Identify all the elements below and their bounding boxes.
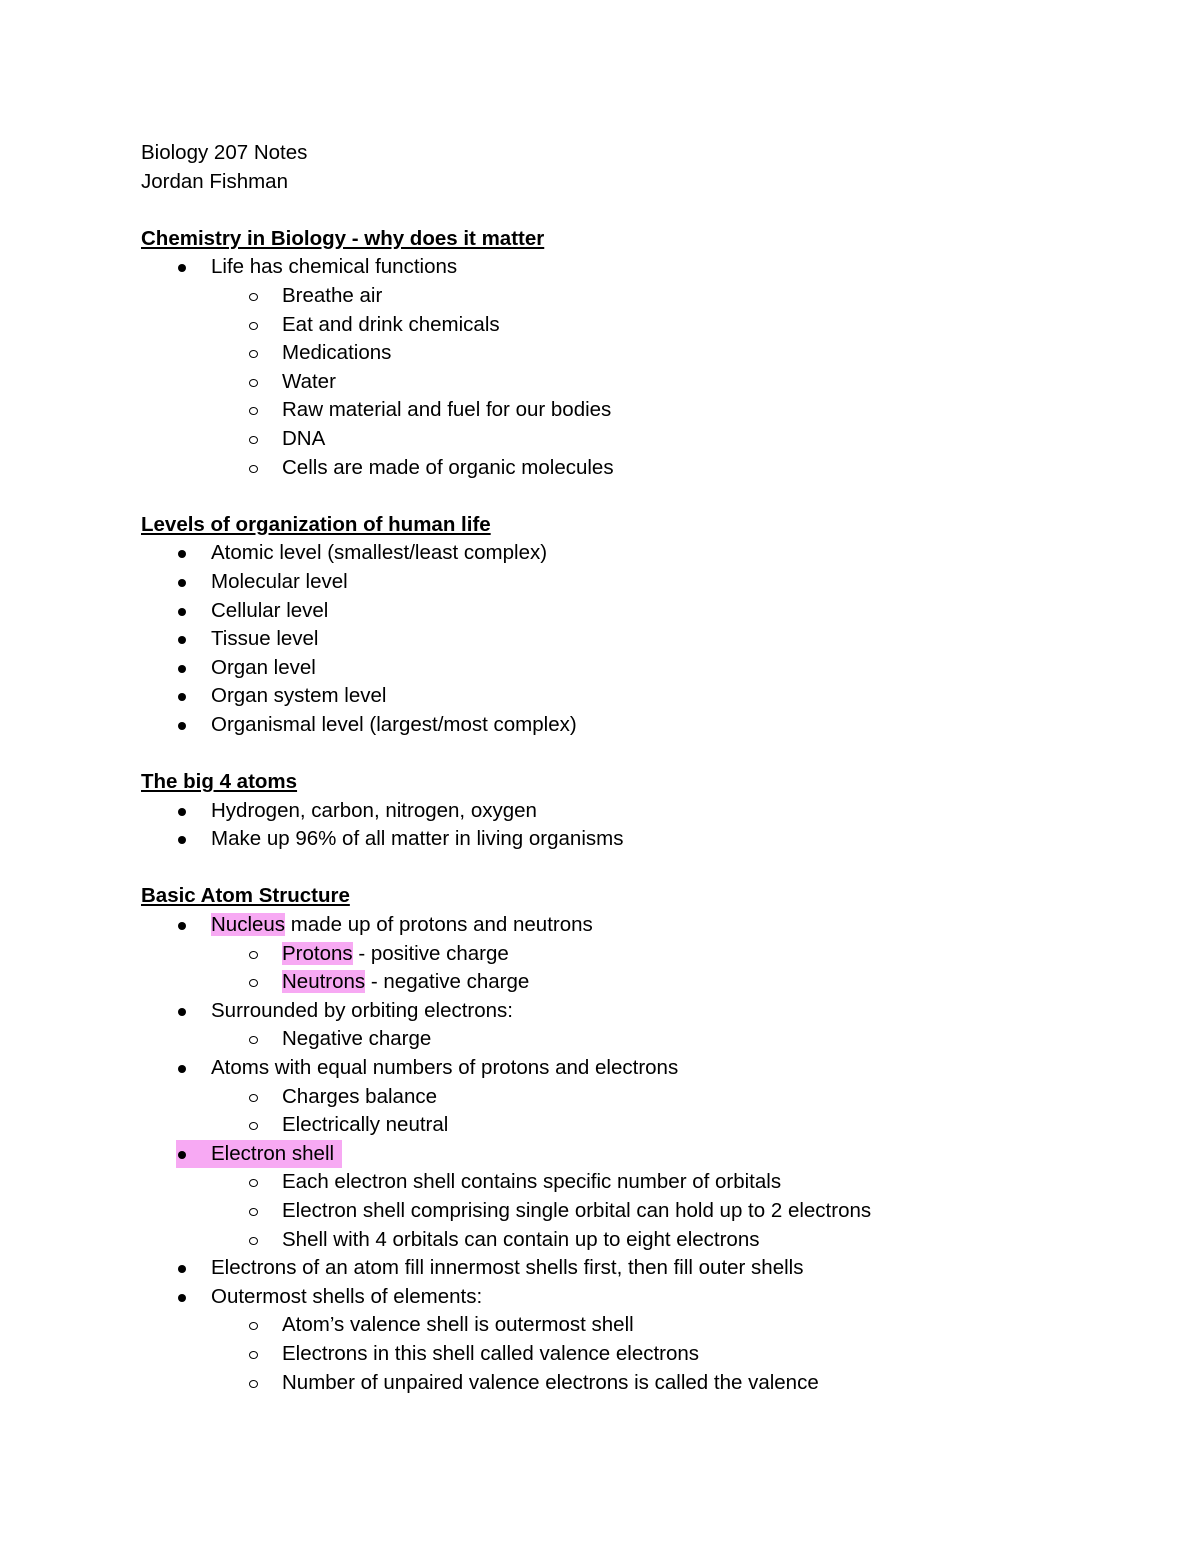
sub-list-item-text: Cells are made of organic molecules: [282, 455, 614, 479]
heading-text: Levels of organization of human life: [141, 512, 491, 536]
spacer: [141, 739, 1121, 768]
bullet-disc-icon: [178, 550, 186, 558]
list-item: [141, 597, 1121, 626]
highlighted-term: Nucleus: [211, 913, 286, 937]
bullet-disc-icon: [178, 1265, 186, 1273]
bullet-circle-icon: [249, 436, 258, 444]
sub-list-item-text: Negative charge: [282, 1027, 432, 1051]
list-item-text: Make up 96% of all matter in living organisms: [211, 827, 624, 851]
bullet-disc-icon: [178, 808, 186, 816]
list-item-text: Electrons of an atom fill innermost shells first, then fill outer shells: [211, 1256, 804, 1280]
bullet-circle-icon: [249, 293, 258, 301]
list-item-text: Surrounded by orbiting electrons:: [211, 998, 513, 1022]
sub-list-item-text: Raw material and fuel for our bodies: [282, 398, 612, 422]
sub-list-item-text: Electrically neutral: [282, 1113, 449, 1137]
bullet-disc-icon: [178, 922, 186, 930]
sub-list-item-text: Each electron shell contains specific number of orbitals: [282, 1170, 782, 1194]
heading-text: The big 4 atoms: [141, 770, 298, 794]
bullet-disc-icon: [178, 665, 186, 673]
bullet-circle-icon: [249, 951, 258, 959]
section-heading-levels: [141, 511, 1121, 540]
list-item: [141, 625, 1121, 654]
sub-list-item: [141, 940, 1121, 969]
sub-list-item: [141, 1083, 1121, 1112]
highlighted-term: Electron shell: [211, 1141, 335, 1165]
document-content: [141, 139, 1121, 1397]
sub-list-item: [141, 425, 1121, 454]
list-item-text: made up of protons and neutrons: [285, 913, 593, 937]
sub-list-item: [141, 454, 1121, 483]
bullet-circle-icon: [249, 1322, 258, 1330]
list-item: [141, 654, 1121, 683]
list-item-text: Organ level: [211, 655, 316, 679]
bullet-circle-icon: [249, 1094, 258, 1102]
bullet-disc-icon: [178, 722, 186, 730]
bullet-disc-icon: [178, 693, 186, 701]
sub-list-item: [141, 1168, 1121, 1197]
sub-list-item: [141, 1197, 1121, 1226]
sub-list-item: [141, 1311, 1121, 1340]
spacer: [141, 196, 1121, 225]
sub-list-item-text: Eat and drink chemicals: [282, 312, 500, 336]
sub-list-item: [141, 1340, 1121, 1369]
sub-list-item: [141, 282, 1121, 311]
list-item-text: Outermost shells of elements:: [211, 1284, 483, 1308]
sub-list-item-text: Water: [282, 369, 336, 393]
list-item: [141, 1054, 1121, 1083]
sub-list-item-text: Charges balance: [282, 1084, 437, 1108]
bullet-disc-icon: [178, 1151, 186, 1159]
list-item: [141, 682, 1121, 711]
sub-list-item-text: Breathe air: [282, 283, 383, 307]
bullet-disc-icon: [178, 836, 186, 844]
bullet-disc-icon: [178, 608, 186, 616]
list-item-text: Hydrogen, carbon, nitrogen, oxygen: [211, 798, 537, 822]
heading-text: Basic Atom Structure: [141, 884, 350, 908]
list-item-text: Organismal level (largest/most complex): [211, 712, 577, 736]
heading-text: Chemistry in Biology - why does it matter: [141, 226, 545, 250]
bullet-circle-icon: [249, 1122, 258, 1130]
list-item-highlighted: [141, 1140, 1121, 1169]
bullet-circle-icon: [249, 350, 258, 358]
bullet-disc-icon: [178, 1065, 186, 1073]
sub-list-item: [141, 1025, 1121, 1054]
bullet-disc-icon: [178, 264, 186, 272]
bullet-circle-icon: [249, 1351, 258, 1359]
sub-list-item-text: DNA: [282, 426, 326, 450]
bullet-circle-icon: [249, 1237, 258, 1245]
list-item-text: Molecular level: [211, 569, 348, 593]
sub-list-item-text: Number of unpaired valence electrons is called the valence: [282, 1370, 819, 1394]
bullet-disc-icon: [178, 1294, 186, 1302]
list-item-text: Life has chemical functions: [211, 255, 458, 279]
sub-list-item: [141, 1111, 1121, 1140]
bullet-disc-icon: [178, 579, 186, 587]
list-item: [141, 711, 1121, 740]
list-item-text: Organ system level: [211, 684, 387, 708]
sub-list-item: [141, 368, 1121, 397]
sub-list-item: [141, 311, 1121, 340]
sub-list-item-text: Electron shell comprising single orbital can hold up to 2 electrons: [282, 1198, 872, 1222]
bullet-disc-icon: [178, 1008, 186, 1016]
section-heading-atom: [141, 882, 1121, 911]
bullet-circle-icon: [249, 322, 258, 330]
list-item-text: Atomic level (smallest/least complex): [211, 541, 548, 565]
sub-list-item-text: - positive charge: [352, 941, 509, 965]
sub-list-item: [141, 968, 1121, 997]
list-item: [141, 997, 1121, 1026]
sub-list-item: [141, 1226, 1121, 1255]
bullet-circle-icon: [249, 979, 258, 987]
bullet-circle-icon: [249, 407, 258, 415]
list-item: [141, 911, 1121, 940]
section-heading-chemistry: [141, 225, 1121, 254]
list-item-text: Atoms with equal numbers of protons and electrons: [211, 1056, 679, 1079]
bullet-circle-icon: [249, 1179, 258, 1187]
sub-list-item-text: - negative charge: [365, 970, 530, 994]
bullet-circle-icon: [249, 1036, 258, 1044]
sub-list-item: [141, 396, 1121, 425]
list-item-text: Cellular level: [211, 598, 329, 622]
list-item: [141, 539, 1121, 568]
section-heading-big4: [141, 768, 1121, 797]
list-item: [141, 825, 1121, 854]
list-item: [141, 1283, 1121, 1312]
list-item: [141, 253, 1121, 282]
bullet-disc-icon: [178, 636, 186, 644]
spacer: [141, 482, 1121, 511]
spacer: [141, 854, 1121, 883]
sub-list-item-text: Electrons in this shell called valence electrons: [282, 1341, 700, 1365]
bullet-circle-icon: [249, 1380, 258, 1388]
sub-list-item-text: Shell with 4 orbitals can contain up to eight electrons: [282, 1227, 760, 1251]
sub-list-item: [141, 339, 1121, 368]
document-title: Biology 207 Notes: [141, 141, 308, 164]
document-author: Jordan Fishman: [141, 169, 288, 193]
sub-list-item: [141, 1369, 1121, 1398]
list-item-text: Tissue level: [211, 627, 319, 651]
highlighted-term: Neutrons: [282, 970, 366, 994]
bullet-circle-icon: [249, 1208, 258, 1216]
list-item: [141, 1254, 1121, 1283]
sub-list-item-text: Atom’s valence shell is outermost shell: [282, 1313, 634, 1337]
sub-list-item-text: Medications: [282, 341, 392, 365]
list-item: [141, 797, 1121, 826]
highlighted-term: Protons: [282, 941, 353, 965]
list-item: [141, 568, 1121, 597]
bullet-circle-icon: [249, 379, 258, 387]
bullet-circle-icon: [249, 465, 258, 473]
